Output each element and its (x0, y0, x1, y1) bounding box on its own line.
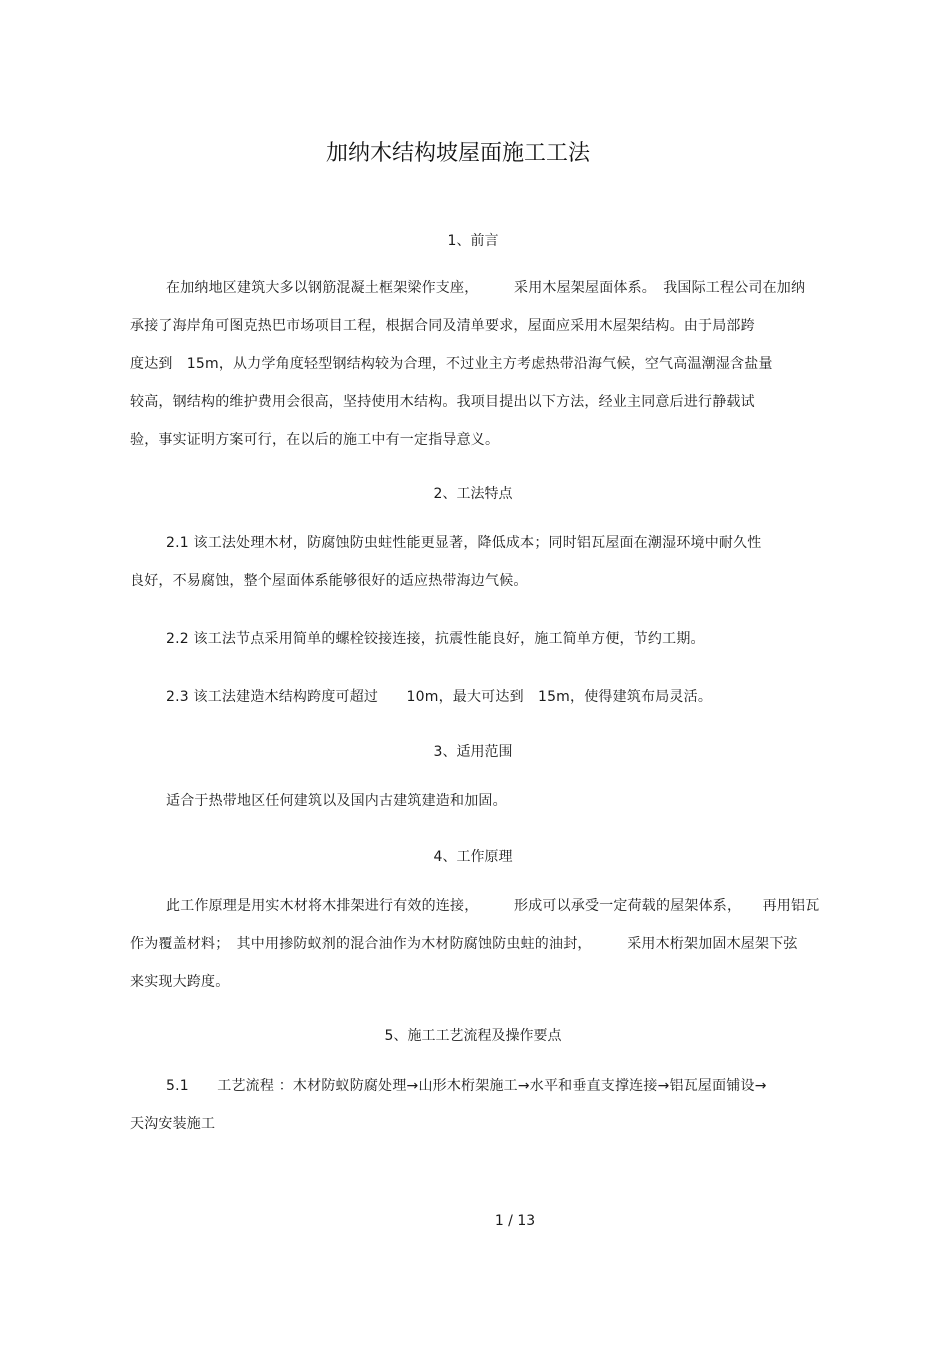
section-3-heading: 3、适用范围 (433, 744, 513, 760)
section-2-1-line: 良好，不易腐蚀，整个屋面体系能够很好的适应热带海边气候。 (130, 573, 528, 589)
section-2-2-line: 2.2 该工法节点采用简单的螺栓铰接连接，抗震性能良好，施工简单方便，节约工期。 (166, 631, 705, 647)
section-3-line: 适合于热带地区任何建筑以及国内古建筑建造和加固。 (166, 793, 507, 809)
section-5-line: 5.1 工艺流程 ：木材防蚁防腐处理→山形木桁架施工→水平和垂直支撑连接→铝瓦屋面铺设→ (166, 1078, 767, 1094)
section-5-heading: 5、施工工艺流程及操作要点 (384, 1028, 562, 1044)
document-title: 加纳木结构坡屋面施工工法 (325, 141, 590, 166)
section-1-line: 在加纳地区建筑大多以钢筋混凝土框架梁作支座， 采用木屋架屋面体系。 我国际工程公司在加纳 (166, 280, 806, 296)
section-2-1-line: 2.1 该工法处理木材，防腐蚀防虫蛀性能更显著，降低成本；同时铝瓦屋面在潮湿环境中耐久性 (166, 535, 762, 551)
section-4-line: 作为覆盖材料； 其中用掺防蚁剂的混合油作为木材防腐蚀防虫蛀的油封， 采用木桁架加固木屋架下弦 (130, 936, 798, 952)
section-5-line: 天沟安装施工 (130, 1116, 216, 1132)
section-4-line: 此工作原理是用实木材将木排架进行有效的连接， 形成可以承受一定荷载的屋架体系， 再用铝瓦 (166, 898, 820, 914)
section-4-heading: 4、工作原理 (433, 849, 513, 865)
section-1-heading: 1、前言 (447, 233, 499, 249)
section-1-line: 验，事实证明方案可行，在以后的施工中有一定指导意义。 (130, 432, 500, 448)
section-1-line: 度达到 15m，从力学角度轻型钢结构较为合理，不过业主方考虑热带沿海气候，空气高温潮湿含盐量 (130, 356, 773, 372)
page-number: 1 / 13 (494, 1213, 536, 1229)
section-2-3-line: 2.3 该工法建造木结构跨度可超过 10m，最大可达到 15m，使得建筑布局灵活。 (166, 689, 713, 705)
section-4-line: 来实现大跨度。 (130, 974, 230, 990)
section-2-heading: 2、工法特点 (433, 486, 513, 502)
section-1-line: 较高，钢结构的维护费用会很高，坚持使用木结构。我项目提出以下方法，经业主同意后进行静载试 (130, 394, 755, 410)
section-1-line: 承接了海岸角可图克热巴市场项目工程，根据合同及清单要求，屋面应采用木屋架结构。由于局部跨 (130, 318, 755, 334)
